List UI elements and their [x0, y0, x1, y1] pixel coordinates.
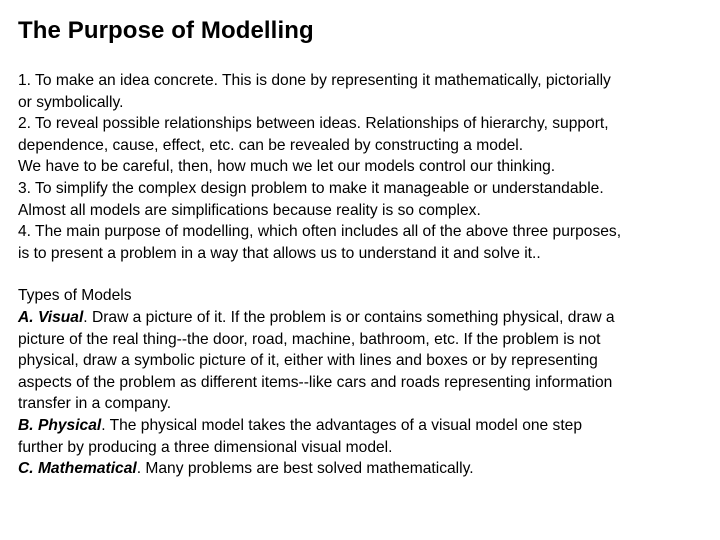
purpose-line: 3. To simplify the complex design problem to make it manageable or understandable.	[18, 179, 604, 197]
type-visual-continuation: picture of the real thing--the door, road, machine, bathroom, etc. If the problem is not	[18, 330, 601, 348]
type-visual-text: . Draw a picture of it. If the problem is or contains something physical, draw a	[83, 308, 615, 326]
type-visual-continuation: physical, draw a symbolic picture of it, either with lines and boxes or by representing	[18, 352, 598, 370]
purpose-line: 2. To reveal possible relationships between ideas. Relationships of hierarchy, support,	[18, 115, 609, 133]
type-visual-continuation: transfer in a company.	[18, 395, 172, 413]
purpose-line: Almost all models are simplifications because reality is so complex.	[18, 201, 481, 219]
type-visual-label: Visual	[37, 308, 84, 326]
type-physical-continuation: further by producing a three dimensional visual model.	[18, 438, 393, 456]
slide-title: The Purpose of Modelling	[18, 17, 314, 44]
purpose-line: dependence, cause, effect, etc. can be revealed by constructing a model.	[18, 136, 524, 154]
type-mathematical-prefix: C.	[18, 460, 38, 478]
type-physical-text: . The physical model takes the advantages of a visual model one step	[101, 416, 583, 434]
type-mathematical-line	[18, 458, 718, 480]
type-visual-prefix: A.	[18, 308, 38, 326]
purposes-section	[18, 70, 718, 264]
types-heading: Types of Models	[18, 287, 132, 305]
types-section	[18, 285, 718, 479]
type-visual-line	[18, 307, 718, 329]
slide-body	[18, 70, 718, 480]
purpose-line: We have to be careful, then, how much we let our models control our thinking.	[18, 158, 556, 176]
purpose-line: 4. The main purpose of modelling, which often includes all of the above three purposes,	[18, 223, 622, 241]
slide	[18, 14, 718, 480]
type-physical-line	[18, 415, 718, 437]
section-spacer	[18, 264, 718, 285]
type-physical-label: Physical	[37, 416, 102, 434]
type-mathematical-text: . Many problems are best solved mathematically.	[136, 460, 474, 478]
purpose-line: 1. To make an idea concrete. This is done by representing it mathematically, pictorially	[18, 72, 611, 89]
type-mathematical-label: Mathematical	[37, 460, 137, 478]
purpose-line: is to present a problem in a way that allows us to understand it and solve it..	[18, 244, 541, 262]
purpose-line: or symbolically.	[18, 93, 124, 111]
type-visual-continuation: aspects of the problem as different items--like cars and roads representing information	[18, 373, 613, 391]
type-physical-prefix: B.	[18, 416, 38, 434]
